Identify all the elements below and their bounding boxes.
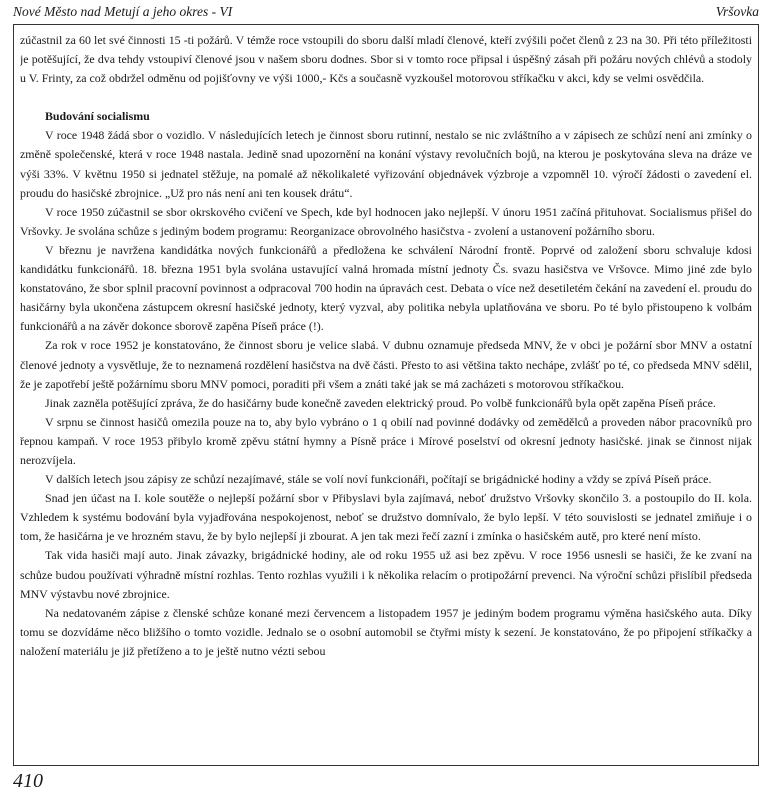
paragraph: Snad jen účast na I. kole soutěže o nejlepší požární sbor v Přibyslavi byla zajímavá, neboť družstvo Vršovky skončilo 3. a postoupilo do II. kola. Vzhledem k systému bodování byla vyjadřována nespokojenost, neboť se družstvo domnívalo, že bylo lepší. V této souvislosti se jednatel zmiňuje i o tom, že hasičárna je ve hrozném stavu, že by bylo nejlepší ji zbourat. A jen tak mezi řečí zazní i zmínka o hasičském autě, pro které není místo. — [20, 491, 752, 544]
paragraph: V březnu je navržena kandidátka nových funkcionářů a předložena ke schválení Národní frontě. Poprvé od založení sboru schvaluje kdosi kandidátku funkcionářů. 18. března 1951 byla svolána ustavující valná hromada místní jednoty Čs. svazu hasičstva ve Vršovce. Mimo jiné zde bylo konstatováno, že sbor splnil pracovní povinnost a odpracoval 700 hodin na úpravách cest. Debata o více než desetiletém čekání na zavedení el. proudu do hasičárny byla ukončena zástupcem okresní hasičské jednoty, který vyzval, aby politika nebyla uplatňována ve sboru. Po té bylo přistoupeno k volbám funkcionářů a na závěr dokonce sborově zapěna Píseň práce (!). — [20, 242, 752, 334]
running-header — [13, 2, 759, 22]
paragraph-spacer — [20, 88, 752, 107]
paragraph: V srpnu se činnost hasičů omezila pouze na to, aby bylo vybráno o 1 q obilí nad povinné dodávky od zemědělců a proveden nábor pracovníků pro řepnou kampaň. V roce 1953 přibylo kromě zpěvu státní hymny a Písně práce i Mírové poselství od okresní jednoty hasičské. jinak se činnost nijak nerozvíjela. — [20, 414, 752, 467]
header-chapter-title: Vršovka — [715, 4, 759, 19]
page-body — [20, 31, 752, 762]
paragraph: V dalších letech jsou zápisy ze schůzí nezajímavé, stále se volí noví funkcionáři, počítají se brigádnické hodiny a vždy se zpívá Píseň práce. — [45, 472, 712, 487]
page-number: 410 — [13, 770, 43, 792]
section-title: Budování socialismu — [45, 109, 150, 124]
paragraph: Za rok v roce 1952 je konstatováno, že činnost sboru je velice slabá. V dubnu oznamuje předseda MNV, že v obci je požární sbor MNV a ostatní členové jednoty a vysvětluje, že to neznamená rozdělení hasičstva na dvě části. Přesto to asi většina takto nechápe, zvlášť po té, co předseda MNV sdělil, že je zapotřebí ještě požárnímu sboru MNV pomoci, poraditi při všem a znáti také jak se má zacházeti s motorovou stříkačkou. — [20, 338, 752, 391]
paragraph: Tak vida hasiči mají auto. Jinak závazky, brigádnické hodiny, ale od roku 1955 už asi bez zpěvu. V roce 1956 usnesli se hasiči, že ke zvaní na schůze budou používati výhradně místní rozhlas. Tento rozhlas využili i k několika relacím o protipožární prevenci. Na výroční schůzi přislíbil předseda MNV výstavbu nové zbrojnice. — [20, 548, 752, 601]
paragraph: Na nedatovaném zápise z členské schůze konané mezi červencem a listopadem 1957 je jediným bodem programu výměna hasičského auta. Díky tomu se dozvídáme něco bližšího o tomto vozidle. Jednalo se o osobní automobil se čtyřmi místy k sezení. Je konstatováno, že po připojení stříkačky a naložení materiálu je již přetíženo a to je ještě nutno vézti sebou — [20, 605, 752, 658]
paragraph: V roce 1950 zúčastnil se sbor okrskového cvičení ve Spech, kde byl hodnocen jako nejlepší. V únoru 1951 začíná přituhovat. Socialismus přišel do Vršovky. Je svolána schůze s jediným bodem programu: Reorganizace obrovolného hasičstva - zvolení a ustanovení požárního sboru. — [20, 204, 752, 238]
frame-left-rule — [13, 24, 14, 766]
frame-right-rule — [758, 24, 759, 766]
header-book-title: Nové Město nad Metují a jeho okres - VI — [13, 4, 233, 19]
paragraph: V roce 1948 žádá sbor o vozidlo. V následujících letech je činnost sboru rutinní, nestalo se nic zvláštního a v zápisech ze schůzí není ani zmínky o změně společenské, která v roce 1948 nastala. Jedině snad upozornění na konání výstavy revolučních bojů, na kterou je poskytována sleva na dráze ve výši 33%. V květnu 1950 si jednatel stěžuje, na pomalé až několikaleté vyřizování objednávek výzbroje a vzpomněl 10. výročí žádosti o zavedení el. proudu do hasičské zbrojnice. „Už pro nás není ani ten kousek drátu“. — [20, 128, 752, 200]
frame-top-rule — [13, 24, 759, 25]
frame-bottom-rule — [13, 765, 759, 766]
paragraph: Jinak zazněla potěšující zpráva, že do hasičárny bude konečně zaveden elektrický proud. Po volbě funkcionářů byla opět zapěna Píseň práce. — [45, 395, 716, 410]
intro-paragraph: zúčastnil za 60 let své činnosti 15 -ti požárů. V témže roce vstoupili do sboru další mladí členové, kteří zvýšili počet členů z 23 na 30. Při této příležitosti je potěšující, že dva tehdy vstoupiví členové jsou v našem sboru dodnes. Sbor si v tomto roce připsal i úspěšný zásah při požáru nových chlévů a stodoly u V. Frinty, za což obdržel odměnu od pojišťovny ve výši 1000,- Kčs a současně vyzkoušel motorovou stříkačku v akci, kdy se velmi osvědčila. — [20, 33, 752, 86]
